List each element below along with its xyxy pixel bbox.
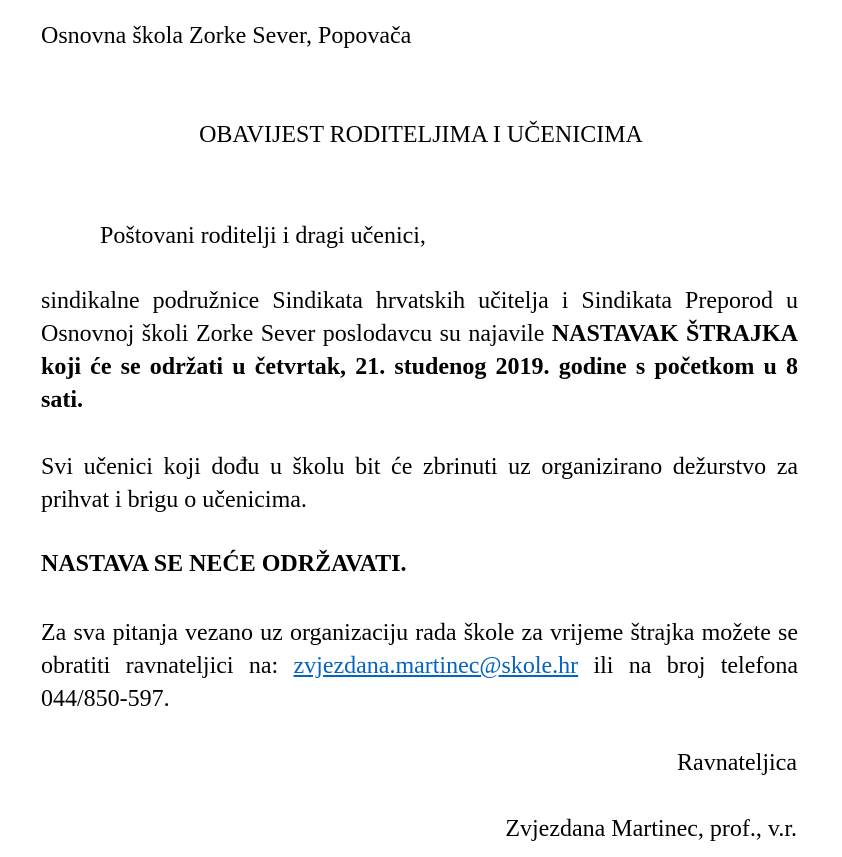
signature-name: Zvjezdana Martinec, prof., v.r. bbox=[505, 816, 797, 842]
greeting: Poštovani roditelji i dragi učenici, bbox=[100, 223, 426, 249]
strike-announcement-text: sindikalne podružnice Sindikata hrvatskih učitelja i Sindikata Preporod u Osnovnoj školi Zorke Sever poslodavcu su najavile bbox=[41, 288, 798, 347]
strike-announcement-paragraph bbox=[41, 285, 798, 417]
no-classes-notice: NASTAVA SE NEĆE ODRŽAVATI. bbox=[41, 551, 407, 577]
contact-phone-text: ili na broj telefona 044/850-597. bbox=[41, 653, 798, 712]
notice-title: OBAVIJEST RODITELJIMA I UČENICIMA bbox=[199, 122, 643, 148]
contact-paragraph bbox=[41, 617, 798, 716]
supervision-paragraph: Svi učenici koji dođu u školu bit će zbrinuti uz organizirano dežurstvo za prihvat i brigu o učenicima. bbox=[41, 454, 798, 513]
strike-announcement-bold: NASTAVAK ŠTRAJKA koji će se održati u četvrtak, 21. studenog 2019. godine s početkom u 8 sati. bbox=[41, 321, 799, 413]
school-name: Osnovna škola Zorke Sever, Popovača bbox=[41, 23, 412, 49]
signature-role: Ravnateljica bbox=[677, 750, 797, 776]
email-link[interactable]: zvjezdana.martinec@skole.hr bbox=[293, 653, 579, 679]
contact-text: Za sva pitanja vezano uz organizaciju rada škole za vrijeme štrajka možete se obratiti ravnateljici na: bbox=[41, 620, 798, 679]
